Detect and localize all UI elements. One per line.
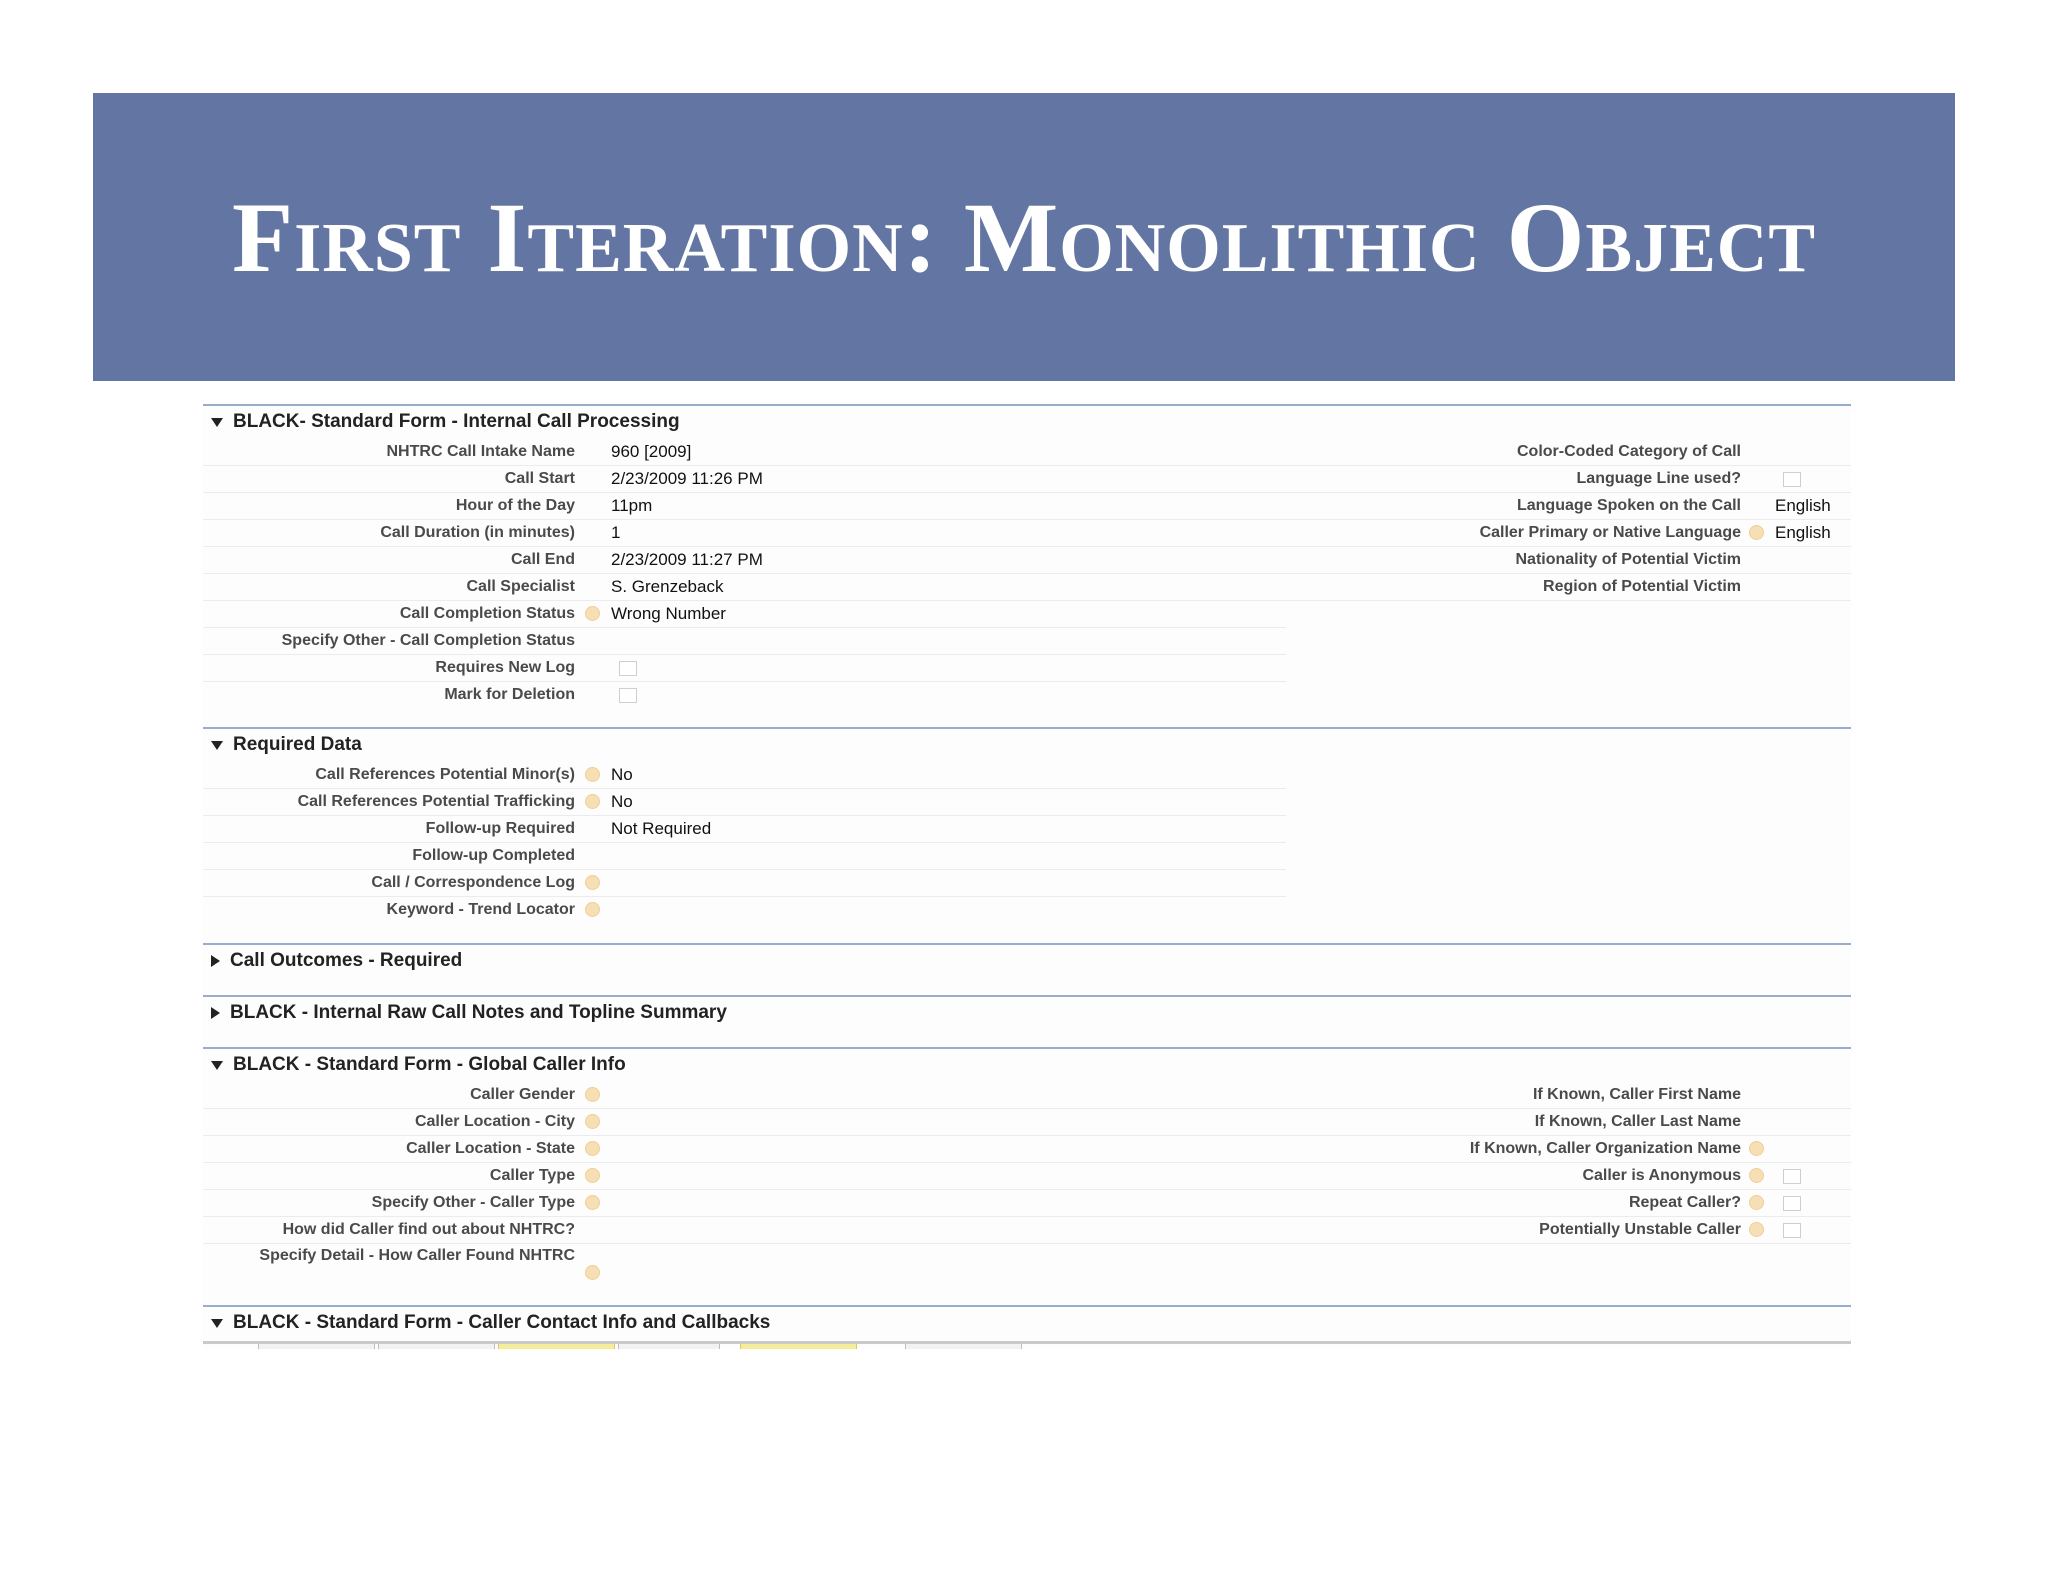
tab[interactable] (618, 1344, 720, 1349)
help-bubble-icon[interactable] (1749, 1141, 1764, 1156)
help-bubble-icon[interactable] (585, 606, 600, 621)
tab[interactable] (378, 1344, 495, 1349)
field-value[interactable]: Not Required (611, 819, 712, 838)
field-value[interactable]: 1 (611, 523, 621, 542)
help-bubble-icon[interactable] (1749, 525, 1764, 540)
checkbox-icon[interactable] (619, 688, 637, 703)
field-row (1286, 573, 1851, 601)
field-label: Keyword - Trend Locator (386, 901, 575, 918)
field-row (203, 492, 1286, 520)
field-label: Caller is Anonymous (1582, 1167, 1741, 1184)
field-row (203, 1189, 1286, 1217)
section-header-required-data[interactable] (211, 731, 362, 759)
field-label: Mark for Deletion (444, 686, 575, 703)
field-row (203, 815, 1286, 843)
field-row (203, 681, 1286, 708)
field-row (203, 1135, 1286, 1163)
field-label: Follow-up Completed (412, 847, 575, 864)
help-bubble-icon[interactable] (585, 902, 600, 917)
form-screenshot (203, 404, 1851, 1349)
field-row (203, 1108, 1286, 1136)
tab[interactable] (905, 1344, 1022, 1349)
triangle-right-icon[interactable] (211, 955, 220, 967)
field-label: Call References Potential Trafficking (297, 793, 575, 810)
field-label: Specify Other - Call Completion Status (281, 632, 575, 649)
help-bubble-icon[interactable] (585, 1141, 600, 1156)
section-title: BLACK - Standard Form - Caller Contact Info and Callbacks (233, 1312, 771, 1333)
checkbox-icon[interactable] (1783, 472, 1801, 487)
section-header-global-caller-info[interactable] (211, 1051, 626, 1079)
field-label: Caller Location - State (406, 1140, 575, 1157)
help-bubble-icon[interactable] (585, 794, 600, 809)
field-row (203, 465, 1286, 493)
field-row (1286, 1135, 1851, 1163)
field-label: Repeat Caller? (1628, 1194, 1741, 1211)
checkbox-icon[interactable] (1783, 1169, 1801, 1184)
field-label: Call Specialist (466, 578, 575, 595)
section-divider (203, 1047, 1851, 1049)
section-title: Call Outcomes - Required (230, 950, 463, 971)
triangle-down-icon[interactable] (211, 1319, 223, 1328)
field-label: Color-Coded Category of Call (1516, 443, 1741, 460)
help-bubble-icon[interactable] (585, 767, 600, 782)
checkbox-icon[interactable] (619, 661, 637, 676)
field-row (1286, 546, 1851, 574)
triangle-right-icon[interactable] (211, 1007, 220, 1019)
section-divider (203, 943, 1851, 945)
field-label: NHTRC Call Intake Name (386, 443, 575, 460)
field-row (203, 869, 1286, 897)
field-value[interactable]: English (1775, 496, 1831, 515)
checkbox-icon[interactable] (1783, 1223, 1801, 1238)
tab[interactable] (258, 1344, 375, 1349)
help-bubble-icon[interactable] (585, 875, 600, 890)
triangle-down-icon[interactable] (211, 1061, 223, 1070)
field-row (203, 654, 1286, 682)
field-label: Caller Type (489, 1167, 575, 1184)
field-row (1286, 465, 1851, 493)
section-divider (203, 404, 1851, 406)
field-label: If Known, Caller First Name (1532, 1086, 1741, 1103)
field-row (203, 1216, 1286, 1244)
help-bubble-icon[interactable] (1749, 1222, 1764, 1237)
section-header-call-outcomes[interactable] (211, 947, 462, 975)
title-banner (93, 93, 1955, 381)
field-label: Requires New Log (435, 659, 575, 676)
section-divider (203, 995, 1851, 997)
triangle-down-icon[interactable] (211, 741, 223, 750)
field-label: Call Duration (in minutes) (380, 524, 575, 541)
field-label: Call End (510, 551, 575, 568)
field-label: If Known, Caller Last Name (1534, 1113, 1741, 1130)
field-label: Call / Correspondence Log (371, 874, 575, 891)
field-value[interactable]: S. Grenzeback (611, 577, 724, 596)
field-row (203, 519, 1286, 547)
field-row (203, 761, 1286, 789)
section-header-caller-contact-info[interactable] (211, 1309, 770, 1337)
tab-strip (203, 1341, 1851, 1349)
field-label: Call References Potential Minor(s) (315, 766, 575, 783)
field-label: Specify Detail - How Caller Found NHTRC (259, 1247, 575, 1264)
field-row (203, 627, 1286, 655)
field-value[interactable]: No (611, 792, 633, 811)
field-label: Hour of the Day (455, 497, 575, 514)
triangle-down-icon[interactable] (211, 418, 223, 427)
section-title: Required Data (233, 734, 362, 755)
help-bubble-icon[interactable] (1749, 1195, 1764, 1210)
section-header-raw-call-notes[interactable] (211, 999, 727, 1027)
field-row (1286, 438, 1851, 466)
field-label: Call Start (504, 470, 575, 487)
field-value[interactable]: 2/23/2009 11:27 PM (611, 550, 763, 569)
help-bubble-icon[interactable] (585, 1087, 600, 1102)
field-row (1286, 1108, 1851, 1136)
section-divider (203, 1305, 1851, 1307)
field-label: How did Caller find out about NHTRC? (282, 1221, 575, 1238)
field-row (203, 546, 1286, 574)
field-label: Call Completion Status (399, 605, 575, 622)
field-label: Potentially Unstable Caller (1539, 1221, 1741, 1238)
field-label: Region of Potential Victim (1543, 578, 1741, 595)
field-label: Caller Location - City (414, 1113, 575, 1130)
help-bubble-icon[interactable] (1749, 1168, 1764, 1183)
field-value[interactable]: English (1775, 523, 1831, 542)
field-row (203, 1162, 1286, 1190)
field-label: Language Line used? (1576, 470, 1741, 487)
slide-title: First Iteration: Monolithic Object (231, 181, 1817, 293)
field-row (1286, 519, 1851, 547)
help-bubble-icon[interactable] (585, 1114, 600, 1129)
field-row (1286, 1081, 1851, 1109)
section-title: BLACK- Standard Form - Internal Call Processing (233, 411, 680, 432)
field-row (203, 600, 1286, 628)
section-title: BLACK - Internal Raw Call Notes and Topline Summary (230, 1002, 727, 1023)
field-row (1286, 492, 1851, 520)
field-label: If Known, Caller Organization Name (1469, 1140, 1741, 1157)
field-row (203, 1081, 1286, 1109)
tab[interactable] (740, 1344, 857, 1349)
checkbox-icon[interactable] (1783, 1196, 1801, 1211)
field-value[interactable]: 11pm (611, 496, 653, 515)
field-value[interactable]: 2/23/2009 11:26 PM (611, 469, 763, 488)
field-label: Caller Gender (470, 1086, 575, 1103)
field-label: Nationality of Potential Victim (1515, 551, 1741, 568)
field-label: Specify Other - Caller Type (371, 1194, 575, 1211)
help-bubble-icon[interactable] (585, 1168, 600, 1183)
field-row (1286, 1216, 1851, 1244)
field-label: Follow-up Required (425, 820, 575, 837)
help-bubble-icon[interactable] (585, 1265, 600, 1280)
field-row (1286, 1162, 1851, 1190)
section-title: BLACK - Standard Form - Global Caller Info (233, 1054, 626, 1075)
field-row (203, 842, 1286, 870)
field-label: Caller Primary or Native Language (1479, 524, 1741, 541)
help-bubble-icon[interactable] (585, 1195, 600, 1210)
field-row (203, 896, 1286, 923)
field-row (203, 573, 1286, 601)
field-label: Language Spoken on the Call (1516, 497, 1741, 514)
field-row (203, 1243, 1286, 1287)
field-value[interactable]: Wrong Number (611, 604, 726, 623)
section-divider (203, 727, 1851, 729)
tab[interactable] (498, 1344, 615, 1349)
section-header-call-processing[interactable] (211, 408, 680, 436)
field-value[interactable]: No (611, 765, 633, 784)
field-value[interactable]: 960 [2009] (611, 442, 692, 461)
field-row (1286, 1189, 1851, 1217)
field-row (203, 438, 1286, 466)
field-row (203, 788, 1286, 816)
